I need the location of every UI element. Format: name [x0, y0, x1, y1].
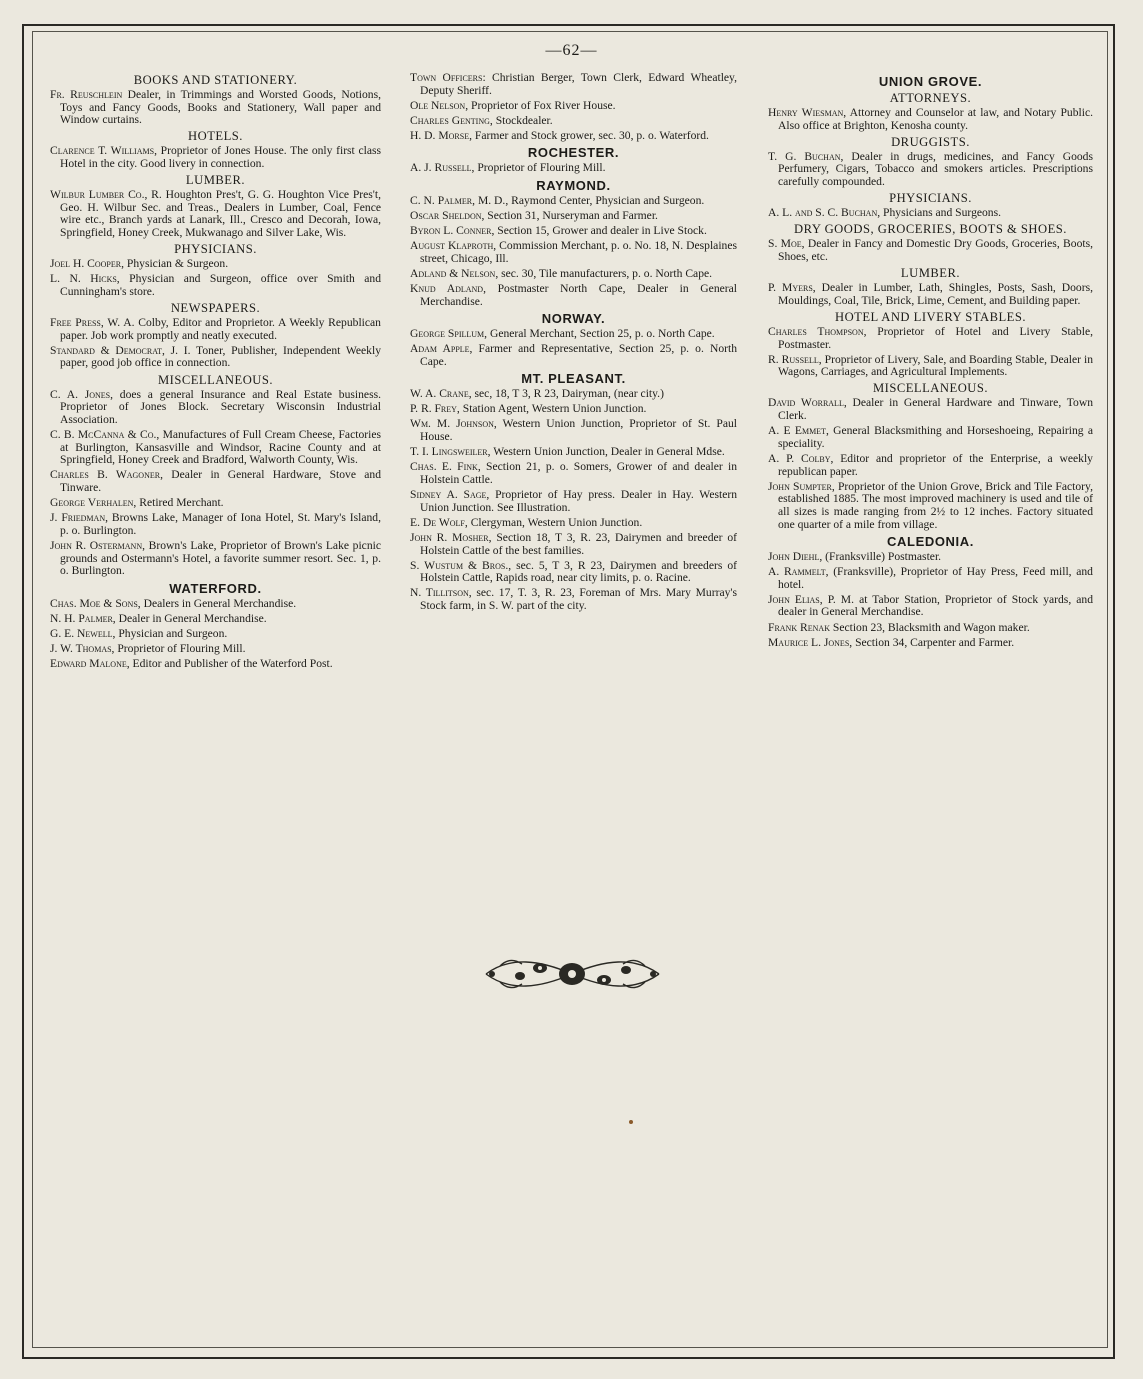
entry-name: N. H. Palmer,	[50, 611, 116, 625]
entry-name: T. I. Lingsweiler,	[410, 444, 491, 458]
entry-text: sec. 17, T. 3, R. 23, Foreman of Mrs. Mary Murray's Stock farm, in S. W. part of the city.	[420, 586, 737, 613]
directory-entry	[410, 268, 737, 281]
entry-text: Proprietor of the Union Grove, Brick and Tile Factory, established 1885. The most improved machinery is used and tile of all sizes is made ranging from 2½ to 12 inches. Factory situated one quarter of a mile from village.	[778, 479, 1093, 531]
entry-text: Dealer, in Trimmings and Worsted Goods, Notions, Toys and Fancy Goods, Books and Stationery, Wall paper and Window curtains.	[60, 88, 381, 127]
entry-name: George Spillum,	[410, 326, 488, 340]
section-heading: MISCELLANEOUS.	[157, 372, 274, 387]
directory-entry	[410, 162, 737, 175]
directory-entry	[768, 326, 1093, 351]
entry-text: Proprietor of Flouring Mill.	[114, 642, 246, 656]
directory-entry	[410, 343, 737, 368]
entry-text: Attorney and Counselor at law, and Notary Public. Also office at Brighton, Kenosha county.	[778, 106, 1093, 132]
directory-entry	[410, 446, 737, 459]
entry-name: Knud Adland,	[410, 282, 486, 296]
entry-text: Dealer in Lumber, Lath, Shingles, Posts, Sash, Doors, Mouldings, Coal, Tile, Brick, Lime, Cement, and Building paper.	[778, 281, 1093, 307]
entry-name: Chas. Moe & Sons,	[50, 596, 141, 610]
directory-entry	[410, 130, 737, 143]
column-2	[410, 72, 737, 615]
entry-text: Proprietor of Fox River House.	[468, 98, 616, 112]
entry-text: Retired Merchant.	[136, 496, 224, 510]
entry-text: Section 23, Blacksmith and Wagon maker.	[829, 620, 1030, 634]
entry-name: August Klaproth,	[410, 239, 497, 253]
directory-entry	[50, 389, 381, 427]
entry-text: Dealer in drugs, medicines, and Fancy Goods Perfumery, Cigars, Tobacco and smokers articles. Prescriptions carefully compounded.	[778, 149, 1093, 188]
entry-text: P. M. at Tabor Station, Proprietor of Stock yards, and dealer in General Merchandise.	[778, 592, 1094, 619]
directory-entry	[768, 594, 1093, 619]
directory-entry	[768, 107, 1093, 132]
directory-entry	[768, 354, 1093, 379]
entry-name: A. J. Russell,	[410, 161, 475, 175]
directory-entry	[410, 517, 737, 530]
town-heading: UNION GROVE.	[878, 74, 983, 89]
directory-entry	[768, 551, 1093, 564]
entry-name: C. B. McCanna & Co.,	[50, 428, 160, 442]
entry-text: Farmer and Representative, Section 25, p. o. North Cape.	[420, 342, 737, 368]
entry-text: Section 21, p. o. Somers, Grower of and dealer in Holstein Cattle.	[420, 460, 738, 486]
entry-name: S. Wustum & Bros.,	[410, 558, 512, 572]
section-heading: MISCELLANEOUS.	[872, 381, 989, 396]
directory-entry	[768, 238, 1093, 263]
directory-entry	[768, 207, 1093, 220]
directory-entry	[410, 587, 737, 612]
section-heading: PHYSICIANS.	[889, 191, 972, 206]
entry-name: John R. Mosher,	[410, 530, 492, 544]
town-heading: ROCHESTER.	[527, 145, 620, 161]
directory-entry	[768, 566, 1093, 591]
entry-name: W. A. Crane,	[410, 386, 472, 400]
directory-entry	[50, 345, 381, 370]
entry-text: Raymond Center, Physician and Surgeon.	[508, 193, 705, 207]
entry-text: General Blacksmithing and Horseshoeing, Repairing a speciality.	[778, 424, 1093, 450]
entry-text: Section 15, Grower and dealer in Live Stock.	[494, 223, 707, 237]
directory-entry	[410, 328, 737, 341]
entry-name: C. A. Jones,	[50, 387, 114, 401]
entry-text: Proprietor of Jones House. The only first class Hotel in the city. Good livery in connection.	[60, 144, 381, 170]
entry-name: J. Friedman,	[50, 511, 109, 525]
entry-name: Ole Nelson,	[410, 98, 469, 112]
entry-text: Physician and Surgeon.	[115, 626, 228, 640]
entry-text: Dealer in General Hardware and Tinware, Town Clerk.	[778, 396, 1094, 423]
entry-name: John Sumpter,	[768, 479, 835, 493]
directory-entry	[768, 151, 1093, 189]
directory-entry	[50, 89, 381, 127]
entry-name: David Worrall,	[768, 396, 847, 410]
entry-name: Oscar Sheldon,	[410, 208, 485, 222]
entry-name: H. D. Morse,	[410, 129, 472, 143]
entry-text: Christian Berger, Town Clerk, Edward Wheatley, Deputy Sheriff.	[420, 71, 738, 97]
entry-name: Standard & Democrat,	[50, 343, 165, 357]
entry-name: John Elias,	[768, 592, 823, 606]
entry-name: Adland & Nelson,	[410, 266, 499, 280]
section-heading: DRUGGISTS.	[891, 134, 970, 149]
entry-name: S. Moe,	[768, 237, 805, 251]
entry-name: A. P. Colby,	[768, 452, 834, 466]
entry-text: sec. 30, Tile manufacturers, p. o. North Cape.	[498, 266, 713, 280]
entry-text: Physician & Surgeon.	[124, 257, 229, 271]
section-heading: HOTEL AND LIVERY STABLES.	[834, 309, 1027, 324]
section-heading: LUMBER.	[900, 266, 961, 281]
directory-entry	[410, 418, 737, 443]
entry-name: Henry Wiesman,	[768, 106, 847, 119]
entry-name: Charles Genting,	[410, 113, 493, 127]
entry-text: Physicians and Surgeons.	[880, 206, 1002, 220]
directory-entry	[410, 240, 737, 265]
entry-name: P. R. Frey,	[410, 402, 460, 415]
town-heading: RAYMOND.	[536, 177, 611, 193]
entry-text: Dealer in Fancy and Domestic Dry Goods, Groceries, Boots, Shoes, etc.	[778, 237, 1093, 263]
directory-entry	[768, 622, 1093, 635]
entry-name: Charles Thompson,	[768, 324, 867, 338]
ink-speck	[629, 1120, 633, 1124]
entry-text: Editor and Publisher of the Waterford Post.	[129, 657, 333, 671]
section-heading: ATTORNEYS.	[889, 91, 972, 105]
entry-name: A. L. and S. C. Buchan,	[768, 206, 881, 220]
entry-text: Dealers in General Merchandise.	[140, 596, 297, 610]
entry-name: Wilbur Lumber Co.,	[50, 188, 148, 202]
town-heading: CALEDONIA.	[887, 533, 974, 549]
entry-name: L. N. Hicks,	[50, 272, 120, 286]
entry-text: does a general Insurance and Real Estate business. Proprietor of Jones Block. Secretary Wisconsin Industrial Association.	[60, 387, 381, 426]
entry-name: Edward Malone,	[50, 657, 130, 671]
entry-text: Western Union Junction, Proprietor of St. Paul House.	[420, 417, 737, 443]
directory-entry	[410, 100, 737, 113]
directory-entry	[410, 461, 737, 486]
entry-text: Postmaster North Cape, Dealer in General Merchandise.	[420, 282, 738, 308]
entry-text: Manufactures of Full Cream Cheese, Factories at Burlington, Kansasville and Windsor, Racine County and at Springfield, Honey Creek and Bradford, Walworth County, Wis.	[60, 428, 381, 467]
entry-text: Brown's Lake, Proprietor of Brown's Lake picnic grounds and Ostermann's Hotel, a favorite summer resort. Sec. 1, p. o. Burlington.	[60, 539, 381, 578]
directory-entry	[410, 403, 737, 416]
entry-text: Section 34, Carpenter and Farmer.	[852, 635, 1015, 649]
entry-text: Proprietor of Flouring Mill.	[474, 161, 606, 175]
entry-text: sec. 5, T 3, R 23, Dairymen and breeders of Holstein Cattle, Rapids road, near city limits, p. o. Racine.	[420, 558, 737, 585]
entry-text: Browns Lake, Manager of Iona Hotel, St. Mary's Island, p. o. Burlington.	[60, 511, 381, 537]
directory-entry	[410, 489, 737, 514]
town-heading: MT. PLEASANT.	[521, 370, 626, 386]
entry-text: (Franksville), Proprietor of Hay Press, Feed mill, and hotel.	[778, 564, 1093, 591]
directory-entry	[50, 628, 381, 641]
directory-entry	[768, 425, 1093, 450]
directory-entry	[50, 658, 381, 671]
town-heading: NORWAY.	[541, 310, 606, 326]
directory-entry	[50, 317, 381, 342]
town-heading: WATERFORD.	[169, 580, 262, 596]
floral-ornament-icon	[480, 946, 665, 1002]
entry-name: P. Myers,	[768, 281, 816, 295]
entry-text: Proprietor of Hotel and Livery Stable, Postmaster.	[778, 324, 1093, 351]
entry-name: John R. Ostermann,	[50, 539, 146, 553]
directory-entry	[50, 273, 381, 298]
entry-name: A. E Emmet,	[768, 424, 829, 438]
directory-entry	[410, 560, 737, 585]
directory-entry	[410, 195, 737, 208]
entry-text: Proprietor of Hay press. Dealer in Hay. Western Union Junction. See Illustration.	[420, 487, 737, 514]
entry-name: Adam Apple,	[410, 342, 473, 356]
directory-entry	[410, 532, 737, 557]
entry-text: Farmer and Stock grower, sec. 30, p. o. Waterford.	[472, 129, 709, 143]
directory-entry	[410, 72, 737, 97]
directory-entry	[50, 613, 381, 626]
section-heading: NEWSPAPERS.	[170, 301, 261, 316]
entry-text: Editor and proprietor of the Enterprise, a weekly republican paper.	[778, 452, 1093, 478]
directory-entry	[768, 481, 1093, 531]
entry-name: Joel H. Cooper,	[50, 257, 124, 271]
entry-name: Town Officers:	[410, 71, 486, 84]
section-heading: HOTELS.	[188, 129, 243, 144]
entry-text: Section 31, Nurseryman and Farmer.	[484, 208, 658, 222]
entry-text: Western Union Junction, Dealer in General Mdse.	[490, 444, 725, 458]
entry-name: Chas. E. Fink,	[410, 460, 481, 474]
entry-text: Station Agent, Western Union Junction.	[459, 402, 647, 415]
section-heading: BOOKS AND STATIONERY.	[133, 73, 298, 87]
page-number: —62—	[545, 42, 598, 59]
directory-entry	[50, 598, 381, 611]
column-1	[50, 72, 381, 673]
section-heading: LUMBER.	[185, 173, 246, 188]
directory-entry	[768, 397, 1093, 422]
directory-entry	[50, 643, 381, 656]
entry-text: J. I. Toner, Publisher, Independent Weekly paper, good job office in connection.	[60, 343, 382, 370]
entry-name: John Diehl,	[768, 549, 823, 563]
entry-name: Maurice L. Jones,	[768, 635, 853, 649]
entry-name: G. E. Newell,	[50, 626, 116, 640]
entry-text: General Merchant, Section 25, p. o. North Cape.	[487, 326, 715, 340]
directory-entry	[410, 210, 737, 223]
entry-name: Byron L. Conner,	[410, 223, 495, 237]
entry-name: Charles B. Wagoner,	[50, 468, 163, 482]
directory-entry	[50, 512, 381, 537]
entry-name: A. Rammelt,	[768, 564, 829, 578]
entry-text: Commission Merchant, p. o. No. 18, N. Desplaines street, Chicago, Ill.	[420, 239, 737, 265]
entry-name: Wm. M. Johnson,	[410, 417, 497, 431]
section-heading: PHYSICIANS.	[174, 242, 257, 257]
entry-text: W. A. Colby, Editor and Proprietor. A Weekly Republican paper. Job work promptly and neatly executed.	[60, 316, 381, 342]
directory-entry	[768, 453, 1093, 478]
entry-name: Clarence T. Williams,	[50, 144, 157, 158]
entry-text: (Franksville) Postmaster.	[822, 549, 942, 563]
entry-name: Frank Renak	[768, 620, 830, 634]
directory-entry	[50, 145, 381, 170]
directory-entry	[50, 497, 381, 510]
directory-entry	[50, 189, 381, 239]
directory-entry	[410, 115, 737, 128]
directory-entry	[50, 258, 381, 271]
entry-name: Free Press,	[50, 316, 104, 330]
entry-name: T. G. Buchan,	[768, 149, 844, 163]
section-heading: DRY GOODS, GROCERIES, BOOTS & SHOES.	[794, 222, 1067, 237]
entry-text: sec, 18, T 3, R 23, Dairyman, (near city.)	[471, 386, 664, 400]
directory-entry	[50, 429, 381, 467]
directory-entry	[50, 469, 381, 494]
entry-text: Section 18, T 3, R. 23, Dairymen and breeder of Holstein Cattle of the best families.	[420, 530, 737, 557]
entry-text: Dealer in General Merchandise.	[115, 611, 267, 625]
entry-name: C. N. Palmer, M. D.,	[410, 193, 509, 207]
entry-name: E. De Wolf,	[410, 515, 468, 529]
entry-name: Fr. Reuschlein	[50, 88, 123, 101]
directory-entry	[410, 283, 737, 308]
directory-entry	[410, 225, 737, 238]
entry-text: R. Houghton Pres't, G. G. Houghton Vice Pres't, Geo. H. Wilbur Sec. and Treas., Dealers in Lumber, Coal, Fence wire etc., Branch yards at Lanark, Ill., Cresco and Decorah, Iowa, Springfield, Honey Creek, Mukwanago and Silver Lake, Wis.	[60, 188, 381, 239]
directory-entry	[768, 637, 1093, 650]
entry-text: Dealer in General Hardware, Stove and Tinware.	[60, 468, 381, 494]
column-3	[768, 72, 1093, 652]
directory-entry	[410, 388, 737, 401]
entry-text: Physician and Surgeon, office over Smith and Cunningham's store.	[60, 272, 382, 298]
entry-name: J. W. Thomas,	[50, 642, 115, 656]
entry-text: Clergyman, Western Union Junction.	[467, 515, 643, 529]
directory-entry	[50, 540, 381, 578]
directory-entry	[768, 282, 1093, 307]
entry-text: Proprietor of Livery, Sale, and Boarding Stable, Dealer in Wagons, Carriages, and Agricultural Implements.	[778, 352, 1094, 379]
entry-text: Stockdealer.	[492, 113, 553, 127]
entry-name: R. Russell,	[768, 352, 822, 366]
entry-name: George Verhalen,	[50, 496, 137, 510]
entry-name: Sidney A. Sage,	[410, 487, 490, 501]
entry-name: N. Tillitson,	[410, 586, 472, 600]
